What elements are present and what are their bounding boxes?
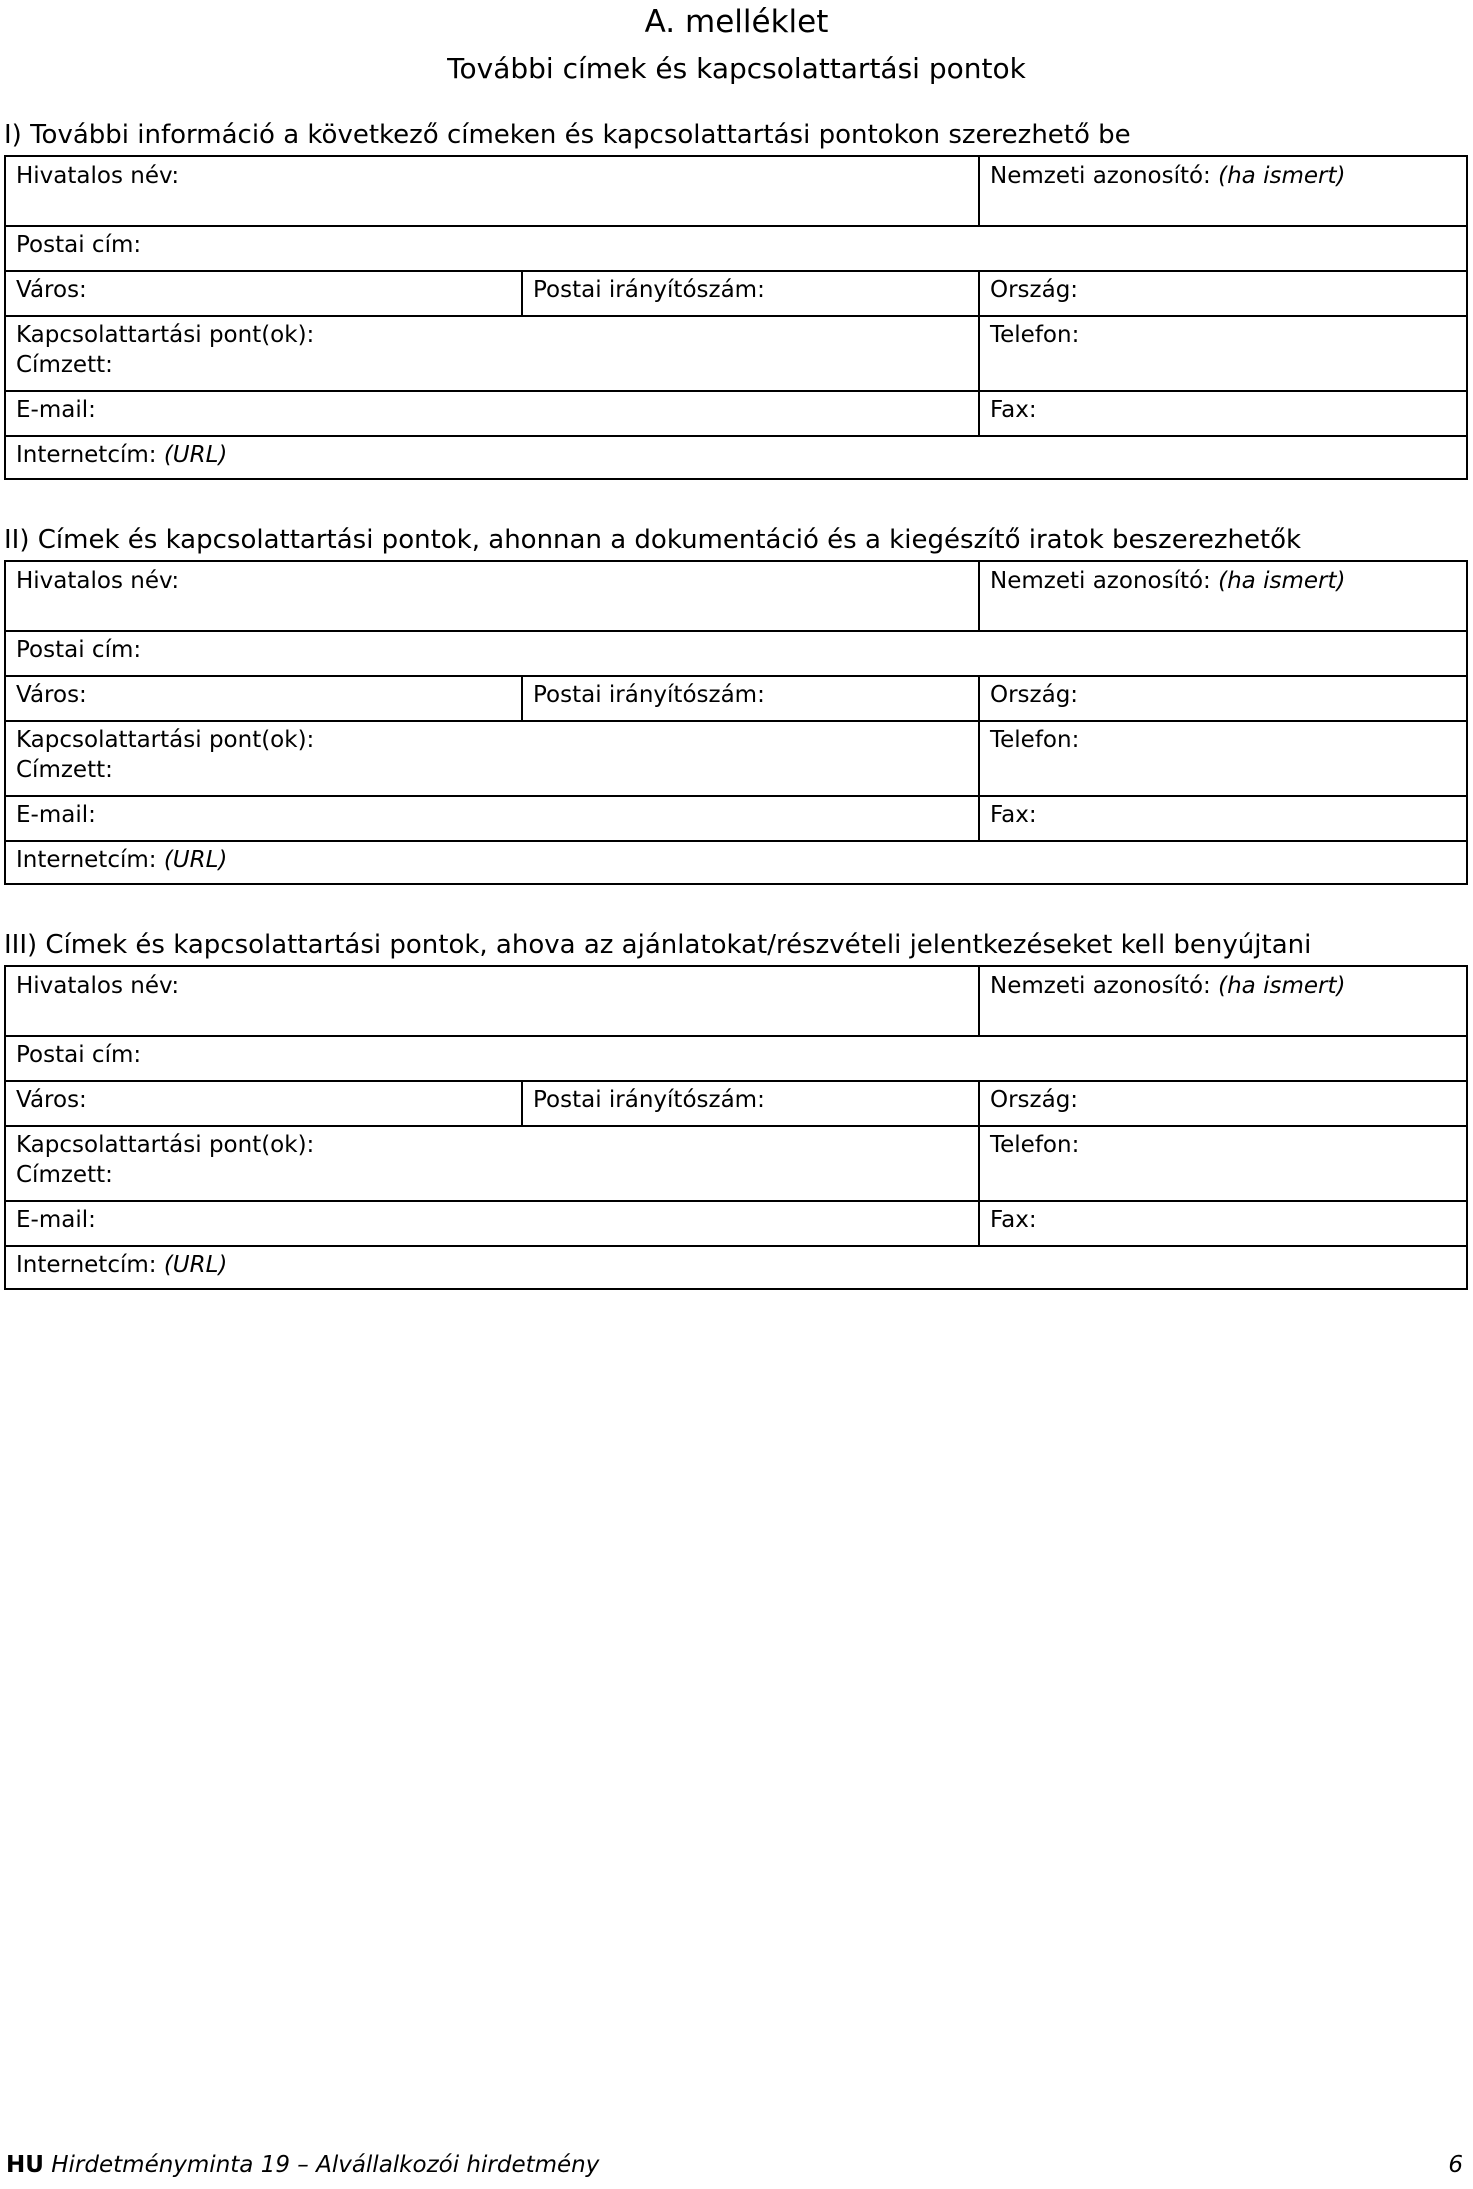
email-label: E-mail:	[16, 802, 96, 828]
row-divider	[6, 720, 1466, 722]
address-form	[4, 965, 1468, 1290]
row-divider	[6, 390, 1466, 392]
address-form	[4, 560, 1468, 885]
row-divider	[6, 1200, 1466, 1202]
column-divider	[978, 562, 980, 630]
row-divider	[6, 630, 1466, 632]
url-note: (URL)	[163, 442, 228, 468]
country-label: Ország:	[990, 682, 1079, 708]
official-name-label: Hivatalos név:	[16, 163, 180, 189]
national-id-note: (ha ismert)	[1218, 568, 1346, 594]
national-id-label	[990, 566, 1345, 596]
fax-label: Fax:	[990, 1207, 1037, 1233]
contact-points-label: Kapcsolattartási pont(ok):	[16, 727, 315, 753]
postal-code-label: Postai irányítószám:	[533, 1087, 765, 1113]
internet-address-label	[16, 1250, 227, 1280]
postal-address-label: Postai cím:	[16, 232, 142, 258]
email-label: E-mail:	[16, 1207, 96, 1233]
page-title: A. melléklet	[644, 4, 829, 40]
country-label: Ország:	[990, 277, 1079, 303]
internet-address-text: Internetcím:	[16, 442, 157, 468]
city-label: Város:	[16, 682, 87, 708]
official-name-label: Hivatalos név:	[16, 568, 180, 594]
national-id-text: Nemzeti azonosító:	[990, 973, 1211, 999]
page-subtitle: További címek és kapcsolattartási pontok	[447, 52, 1026, 85]
postal-address-label: Postai cím:	[16, 1042, 142, 1068]
column-divider	[978, 675, 980, 840]
national-id-note: (ha ismert)	[1218, 973, 1346, 999]
footer	[6, 2150, 599, 2180]
internet-address-label	[16, 845, 227, 875]
section-heading: I) További információ a következő címeken és kapcsolattartási pontokon szerezhető be	[4, 120, 1131, 150]
footer-text: Hirdetményminta 19 – Alvállalkozói hirdetmény	[51, 2152, 600, 2178]
official-name-label: Hivatalos név:	[16, 973, 180, 999]
internet-address-text: Internetcím:	[16, 1252, 157, 1278]
national-id-text: Nemzeti azonosító:	[990, 163, 1211, 189]
row-divider	[6, 840, 1466, 842]
row-divider	[6, 225, 1466, 227]
address-form	[4, 155, 1468, 480]
row-divider	[6, 270, 1466, 272]
url-note: (URL)	[163, 847, 228, 873]
column-divider	[978, 1080, 980, 1245]
city-label: Város:	[16, 277, 87, 303]
city-label: Város:	[16, 1087, 87, 1113]
fax-label: Fax:	[990, 397, 1037, 423]
national-id-label	[990, 971, 1345, 1001]
national-id-text: Nemzeti azonosító:	[990, 568, 1211, 594]
row-divider	[6, 1245, 1466, 1247]
national-id-label	[990, 161, 1345, 191]
row-divider	[6, 675, 1466, 677]
addressee-label: Címzett:	[16, 352, 113, 378]
section-heading: III) Címek és kapcsolattartási pontok, ahova az ajánlatokat/részvételi jelentkezéseket kell benyújtani	[4, 930, 1312, 960]
column-divider	[978, 270, 980, 435]
contact-points-label: Kapcsolattartási pont(ok):	[16, 1132, 315, 1158]
column-divider	[521, 1080, 523, 1125]
phone-label: Telefon:	[990, 322, 1080, 348]
page-number: 6	[1448, 2152, 1463, 2178]
addressee-label: Címzett:	[16, 757, 113, 783]
internet-address-text: Internetcím:	[16, 847, 157, 873]
column-divider	[521, 675, 523, 720]
fax-label: Fax:	[990, 802, 1037, 828]
phone-label: Telefon:	[990, 727, 1080, 753]
internet-address-label	[16, 440, 227, 470]
row-divider	[6, 1125, 1466, 1127]
postal-address-label: Postai cím:	[16, 637, 142, 663]
national-id-note: (ha ismert)	[1218, 163, 1346, 189]
row-divider	[6, 1080, 1466, 1082]
footer-lang: HU	[6, 2152, 44, 2178]
row-divider	[6, 315, 1466, 317]
phone-label: Telefon:	[990, 1132, 1080, 1158]
row-divider	[6, 795, 1466, 797]
column-divider	[978, 157, 980, 225]
row-divider	[6, 435, 1466, 437]
section-heading: II) Címek és kapcsolattartási pontok, ahonnan a dokumentáció és a kiegészítő iratok beszerezhetők	[4, 525, 1302, 555]
row-divider	[6, 1035, 1466, 1037]
column-divider	[521, 270, 523, 315]
contact-points-label: Kapcsolattartási pont(ok):	[16, 322, 315, 348]
postal-code-label: Postai irányítószám:	[533, 682, 765, 708]
country-label: Ország:	[990, 1087, 1079, 1113]
addressee-label: Címzett:	[16, 1162, 113, 1188]
url-note: (URL)	[163, 1252, 228, 1278]
email-label: E-mail:	[16, 397, 96, 423]
postal-code-label: Postai irányítószám:	[533, 277, 765, 303]
column-divider	[978, 967, 980, 1035]
